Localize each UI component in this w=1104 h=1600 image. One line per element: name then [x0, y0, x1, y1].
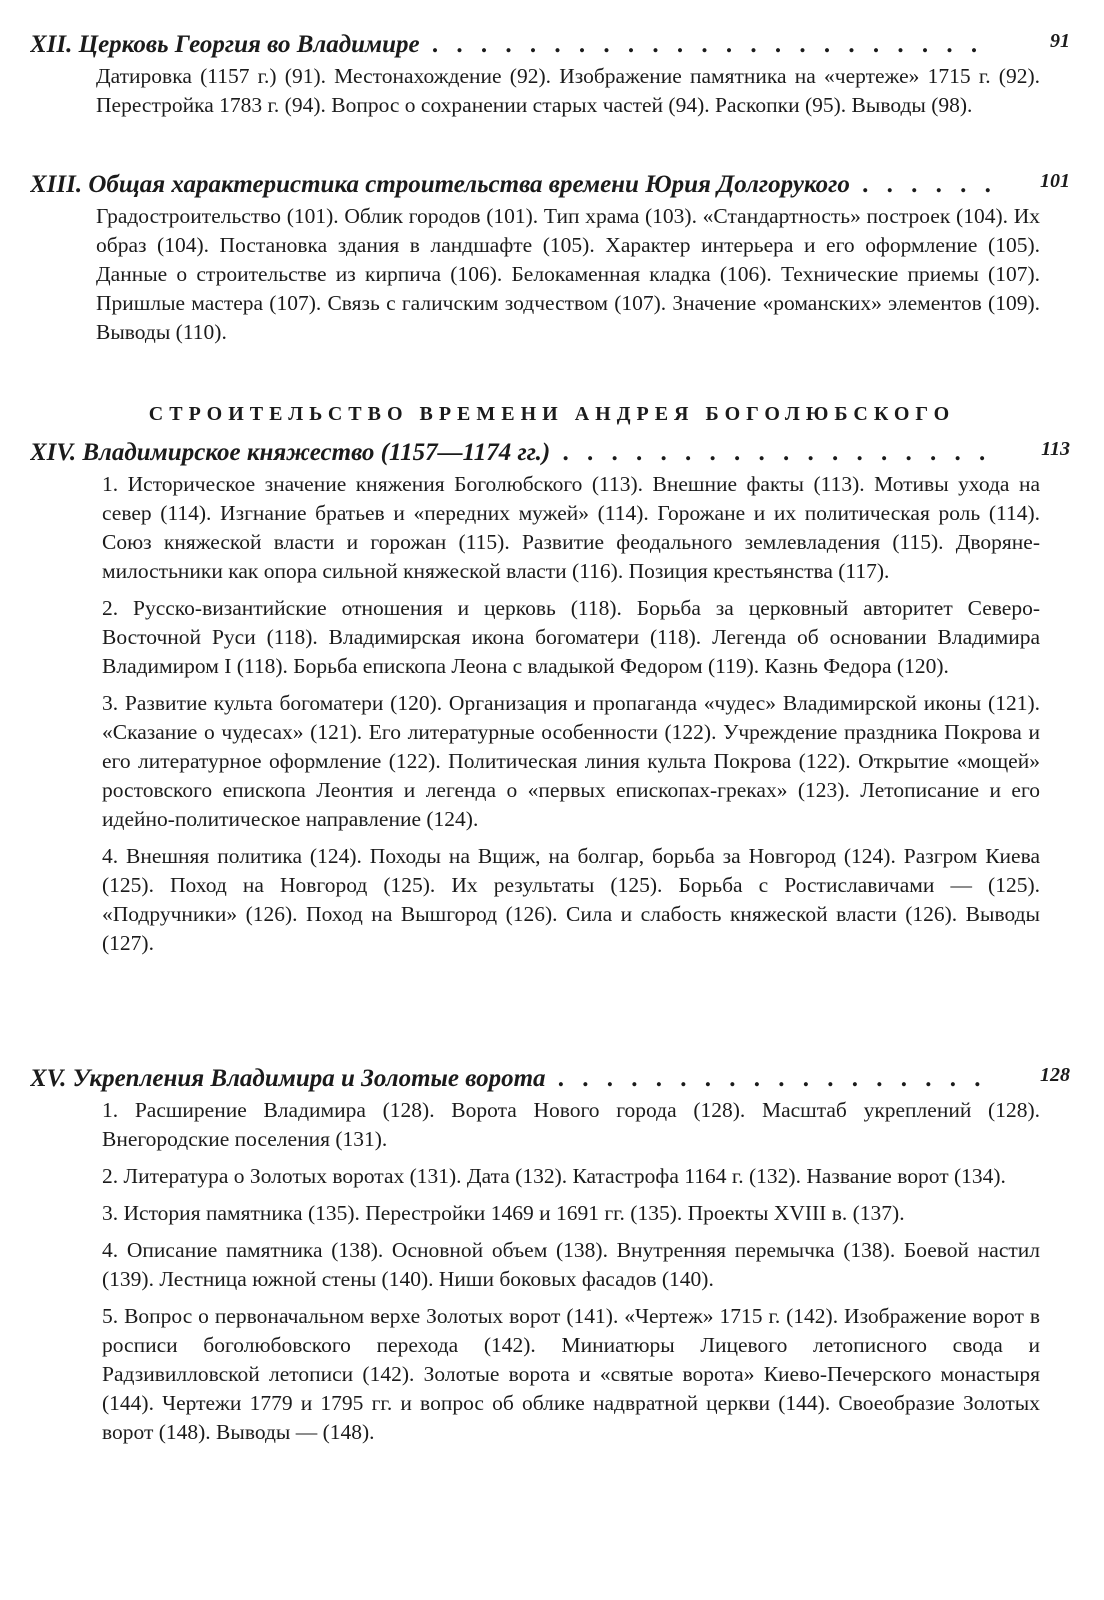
chapter-contents: [102, 1096, 1040, 1447]
chapter-title-text: Общая характеристика строительства времени Юрия Долгорукого: [88, 171, 850, 198]
chapter-title: [30, 1062, 990, 1096]
chapter-page-number: 91: [1050, 30, 1070, 52]
contents-paragraph: 2. Русско-византийские отношения и церковь (118). Борьба за церковный авторитет Северо-Восточной Руси (118). Владимирская икона богоматери (118). Легенда об основании Владимира Владимиром I (118). Борьба епископа Леона с владыкой Федором (119). Казнь Федора (120).: [102, 596, 1040, 678]
chapter-heading: [30, 436, 1070, 470]
chapter-title: [30, 436, 990, 470]
chapter-number: XIV.: [30, 439, 77, 466]
chapter-title-text: Церковь Георгия во Владимире: [78, 31, 420, 58]
contents-paragraph: 4. Описание памятника (138). Основной объем (138). Внутренняя перемычка (138). Боевой настил (139). Лестница южной стены (140). Ниши боковых фасадов (140).: [102, 1238, 1040, 1291]
chapter-number: XIII.: [30, 171, 83, 198]
contents-paragraph: 4. Внешняя политика (124). Походы на Вщиж, на болгар, борьба за Новгород (124). Разгром Киева (125). Поход на Новгород (125). Их результаты (125). Борьба с Ростиславичами — (125). «Подручники» (126). Поход на Вышгород (126). Сила и слабость княжеской власти (126). Выводы (127).: [102, 844, 1040, 955]
chapter-number: XII.: [30, 31, 73, 58]
toc-chapter-xiv: [30, 436, 1070, 966]
toc-chapter-xv: [30, 1062, 1070, 1455]
chapter-number: XV.: [30, 1065, 67, 1092]
chapter-contents: [96, 62, 1040, 120]
contents-paragraph: Градостроительство (101). Облик городов (101). Тип храма (103). «Стандартность» построек (104). Их образ (104). Постановка здания в ландшафте (105). Характер интерьера и его оформление (105). Данные о строительстве из кирпича (106). Белокаменная кладка (106). Технические приемы (107). Пришлые мастера (107). Связь с галичским зодчеством (107). Значение «романских» элементов (109). Выводы (110).: [96, 204, 1040, 344]
toc-chapter-xiii: [30, 168, 1070, 355]
contents-paragraph: 1. Расширение Владимира (128). Ворота Нового города (128). Масштаб укреплений (128). Внегородские поселения (131).: [102, 1098, 1040, 1151]
chapter-page-number: 128: [1040, 1064, 1070, 1086]
contents-paragraph: 5. Вопрос о первоначальном верхе Золотых ворот (141). «Чертеж» 1715 г. (142). Изображение ворот в росписи боголюбовского перехода (142). Миниатюры Лицевого летописного свода и Радзивилловской летописи (142). Золотые ворота и «святые ворота» Киево-Печерского монастыря (144). Чертежи 1779 и 1795 гг. и вопрос об облике надвратной церкви (144). Своеобразие Золотых ворот (148). Выводы — (148).: [102, 1304, 1040, 1444]
section-header: СТРОИТЕЛЬСТВО ВРЕМЕНИ АНДРЕЯ БОГОЛЮБСКОГО: [148, 403, 956, 425]
toc-chapter-xii: [30, 28, 1070, 128]
contents-paragraph: 1. Историческое значение княжения Боголюбского (113). Внешние факты (113). Мотивы ухода на север (114). Изгнание братьев и «передних мужей» (114). Горожане и их политическая роль (114). Союз княжеской власти и горожан (115). Развитие феодального землевладения (115). Дворяне-милостьники как опора сильной княжеской власти (116). Позиция крестьянства (117).: [102, 472, 1040, 583]
chapter-heading: [30, 1062, 1070, 1096]
chapter-contents: [102, 470, 1040, 958]
contents-paragraph: 2. Литература о Золотых воротах (131). Дата (132). Катастрофа 1164 г. (132). Название ворот (134).: [102, 1164, 1006, 1188]
chapter-heading: [30, 168, 1070, 202]
chapter-heading: [30, 28, 1070, 62]
chapter-title-text: Владимирское княжество (1157—1174 гг.): [82, 439, 551, 466]
chapter-page-number: 101: [1040, 170, 1070, 192]
chapter-page-number: 113: [1041, 438, 1070, 460]
contents-paragraph: 3. История памятника (135). Перестройки 1469 и 1691 гг. (135). Проекты XVIII в. (137).: [102, 1201, 905, 1225]
chapter-title: [30, 168, 990, 202]
chapter-title-text: Укрепления Владимира и Золотые ворота: [72, 1065, 546, 1092]
chapter-contents: [96, 202, 1040, 347]
contents-paragraph: Датировка (1157 г.) (91). Местонахождение (92). Изображение памятника на «чертеже» 1715 г. (92). Перестройка 1783 г. (94). Вопрос о сохранении старых частей (94). Раскопки (95). Выводы (98).: [96, 64, 1040, 117]
contents-paragraph: 3. Развитие культа богоматери (120). Организация и пропаганда «чудес» Владимирской иконы (121). «Сказание о чудесах» (121). Его литературные особенности (122). Учреждение праздника Покрова и его литературное оформление (122). Политическая линия культа Покрова (122). Открытие «мощей» ростовского епископа Леонтия и легенда о «первых епископах-греках» (123). Летописание и его идейно-политическое направление (124).: [102, 691, 1040, 831]
chapter-title: [30, 28, 990, 62]
